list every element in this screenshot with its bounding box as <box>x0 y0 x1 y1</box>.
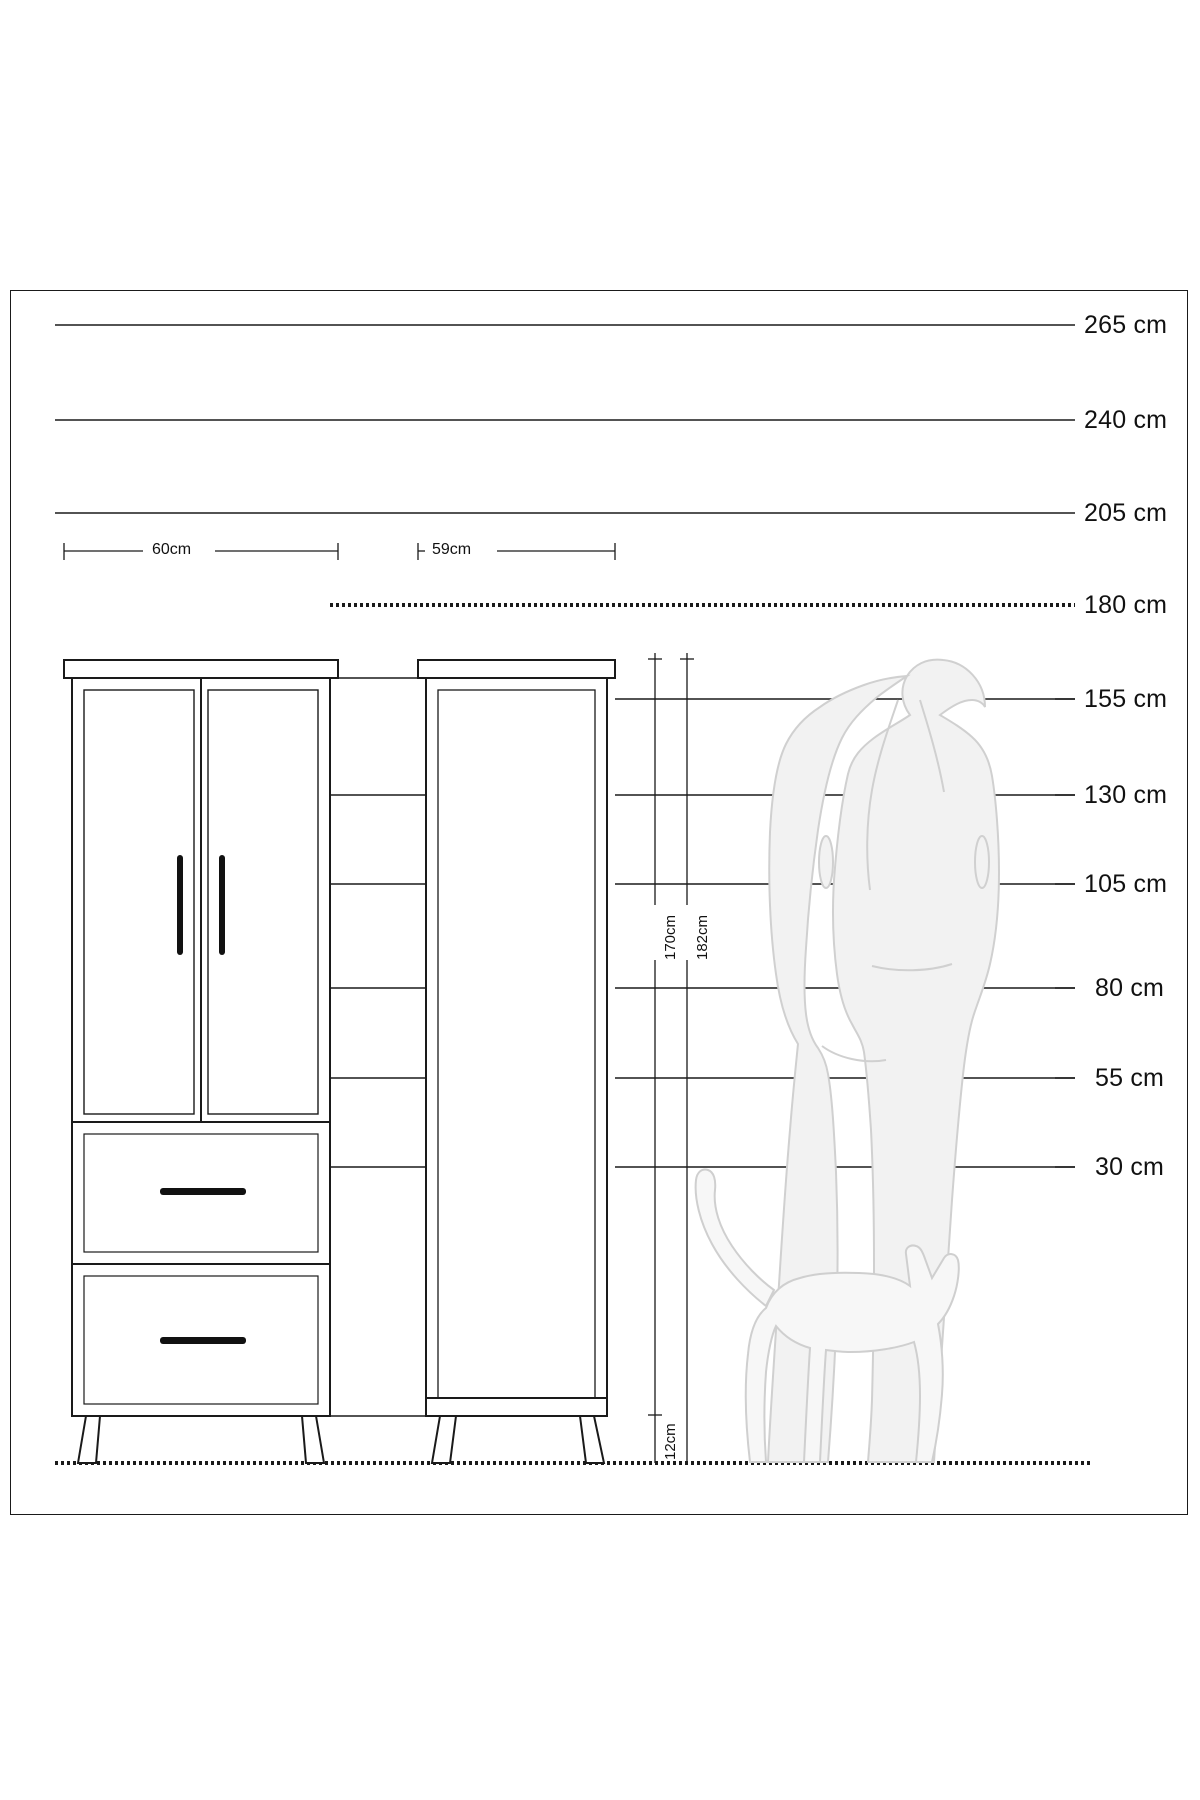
scale-label-55: 55 cm <box>1095 1064 1165 1092</box>
scale-label-130: 130 cm <box>1084 781 1168 809</box>
width-label-59cm: 59cm <box>432 541 472 558</box>
scale-label-180: 180 cm <box>1084 591 1168 619</box>
scale-label-205: 205 cm <box>1084 499 1168 527</box>
height-label-12cm: 12cm <box>662 1423 679 1460</box>
drawing-frame <box>10 290 1188 1515</box>
scale-label-30: 30 cm <box>1095 1153 1165 1181</box>
scale-label-105: 105 cm <box>1084 870 1168 898</box>
width-label-60cm: 60cm <box>152 541 192 558</box>
scale-label-155: 155 cm <box>1084 685 1168 713</box>
height-label-170cm: 170cm <box>662 914 679 960</box>
height-label-182cm: 182cm <box>694 914 711 960</box>
scale-label-240: 240 cm <box>1084 406 1168 434</box>
scale-label-265: 265 cm <box>1084 311 1168 339</box>
scale-label-80: 80 cm <box>1095 974 1165 1002</box>
